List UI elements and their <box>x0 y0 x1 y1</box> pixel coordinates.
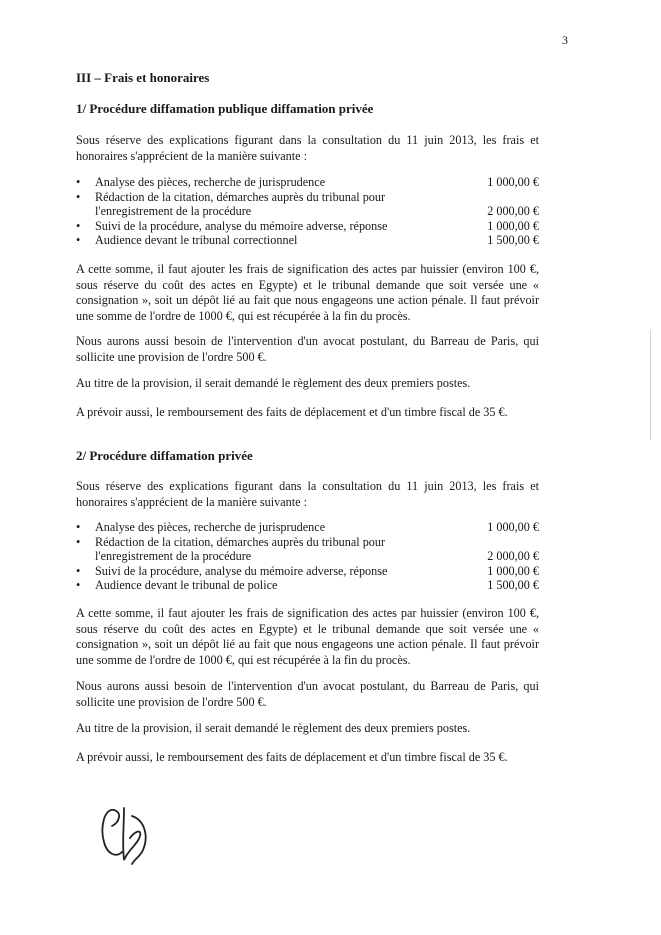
bullet: • <box>76 189 81 204</box>
part1-deplacement-paragraph: A prévoir aussi, le remboursement des faits de déplacement et d'un timbre fiscal de 35 €. <box>76 405 508 419</box>
bullet: • <box>76 563 81 578</box>
part1-frais-paragraph: A cette somme, il faut ajouter les frais de signification des actes par huissier (environ 100 €, sous réserve du coût des actes en Egypte) et le tribunal demande que soit versée une « consignation », soit un dépôt lié au fait que nous engageons une action pénale. Il faut prévoir une somme de l'ordre de 1000 €, qui est récupérée à la fin du procès. <box>76 262 539 323</box>
part2-provision-paragraph: Au titre de la provision, il serait demandé le règlement des deux premiers postes. <box>76 721 471 735</box>
fee-item <box>76 520 539 535</box>
fee-label: Suivi de la procédure, analyse du mémoire adverse, réponse <box>95 218 388 233</box>
fee-amount: 1 500,00 € <box>487 578 539 593</box>
handwritten-initials <box>98 798 158 868</box>
fee-item <box>76 578 539 593</box>
fee-label: Rédaction de la citation, démarches auprès du tribunal pour l'enregistrement de la procédure <box>95 534 386 564</box>
fee-amount: 1 000,00 € <box>487 218 539 233</box>
bullet: • <box>76 520 81 534</box>
fee-label: Analyse des pièces, recherche de jurisprudence <box>95 175 326 189</box>
fee-label: Rédaction de la citation, démarches auprès du tribunal pour l'enregistrement de la procédure <box>95 189 386 219</box>
fee-amount: 1 000,00 € <box>487 520 539 534</box>
bullet: • <box>76 534 81 549</box>
part2-avocat-paragraph: Nous aurons aussi besoin de l'intervention d'un avocat postulant, du Barreau de Paris, qui sollicite une provision de l'ordre 500 €. <box>76 679 539 709</box>
fee-label: Suivi de la procédure, analyse du mémoire adverse, réponse <box>95 563 388 578</box>
bullet: • <box>76 233 81 248</box>
part2-title: 2/ Procédure diffamation privée <box>76 448 253 463</box>
fee-label: Audience devant le tribunal correctionnel <box>95 233 298 248</box>
margin-mark <box>650 330 651 440</box>
fee-amount: 1 500,00 € <box>487 233 539 248</box>
part2-intro: Sous réserve des explications figurant dans la consultation du 11 juin 2013, les frais et honoraires s'apprécient de la manière suivante : <box>76 479 539 509</box>
part2-fee-list <box>76 520 539 593</box>
section-title: III – Frais et honoraires <box>76 70 210 85</box>
bullet: • <box>76 578 81 593</box>
fee-item <box>76 535 539 564</box>
part1-fee-list <box>76 175 539 248</box>
part1-provision-paragraph: Au titre de la provision, il serait demandé le règlement des deux premiers postes. <box>76 376 471 390</box>
part2-deplacement-paragraph: A prévoir aussi, le remboursement des faits de déplacement et d'un timbre fiscal de 35 €. <box>76 750 508 764</box>
fee-label: Analyse des pièces, recherche de jurisprudence <box>95 520 326 534</box>
part1-avocat-paragraph: Nous aurons aussi besoin de l'intervention d'un avocat postulant, du Barreau de Paris, qui sollicite une provision de l'ordre 500 €. <box>76 334 539 364</box>
initial-e-stroke <box>102 810 122 855</box>
page-number: 3 <box>562 33 568 47</box>
fee-item <box>76 175 539 190</box>
fee-item <box>76 190 539 219</box>
fee-item <box>76 219 539 234</box>
part1-title: 1/ Procédure diffamation publique diffamation privée <box>76 101 374 116</box>
bullet: • <box>76 218 81 233</box>
fee-amount: 2 000,00 € <box>487 204 539 219</box>
fee-amount: 1 000,00 € <box>487 563 539 578</box>
fee-label: Audience devant le tribunal de police <box>95 578 278 593</box>
part1-intro: Sous réserve des explications figurant dans la consultation du 11 juin 2013, les frais et honoraires s'apprécient de la manière suivante : <box>76 133 539 163</box>
fee-item <box>76 564 539 579</box>
bullet: • <box>76 175 81 189</box>
part2-frais-paragraph: A cette somme, il faut ajouter les frais de signification des actes par huissier (environ 100 €, sous réserve du coût des actes en Egypte) et le tribunal demande que soit versée une « consignation », soit un dépôt lié au fait que nous engageons une action pénale. Il faut prévoir une somme de l'ordre de 1000 €, qui est récupérée à la fin du procès. <box>76 606 539 667</box>
fee-item <box>76 233 539 248</box>
fee-amount: 1 000,00 € <box>487 175 539 189</box>
fee-amount: 2 000,00 € <box>487 549 539 564</box>
